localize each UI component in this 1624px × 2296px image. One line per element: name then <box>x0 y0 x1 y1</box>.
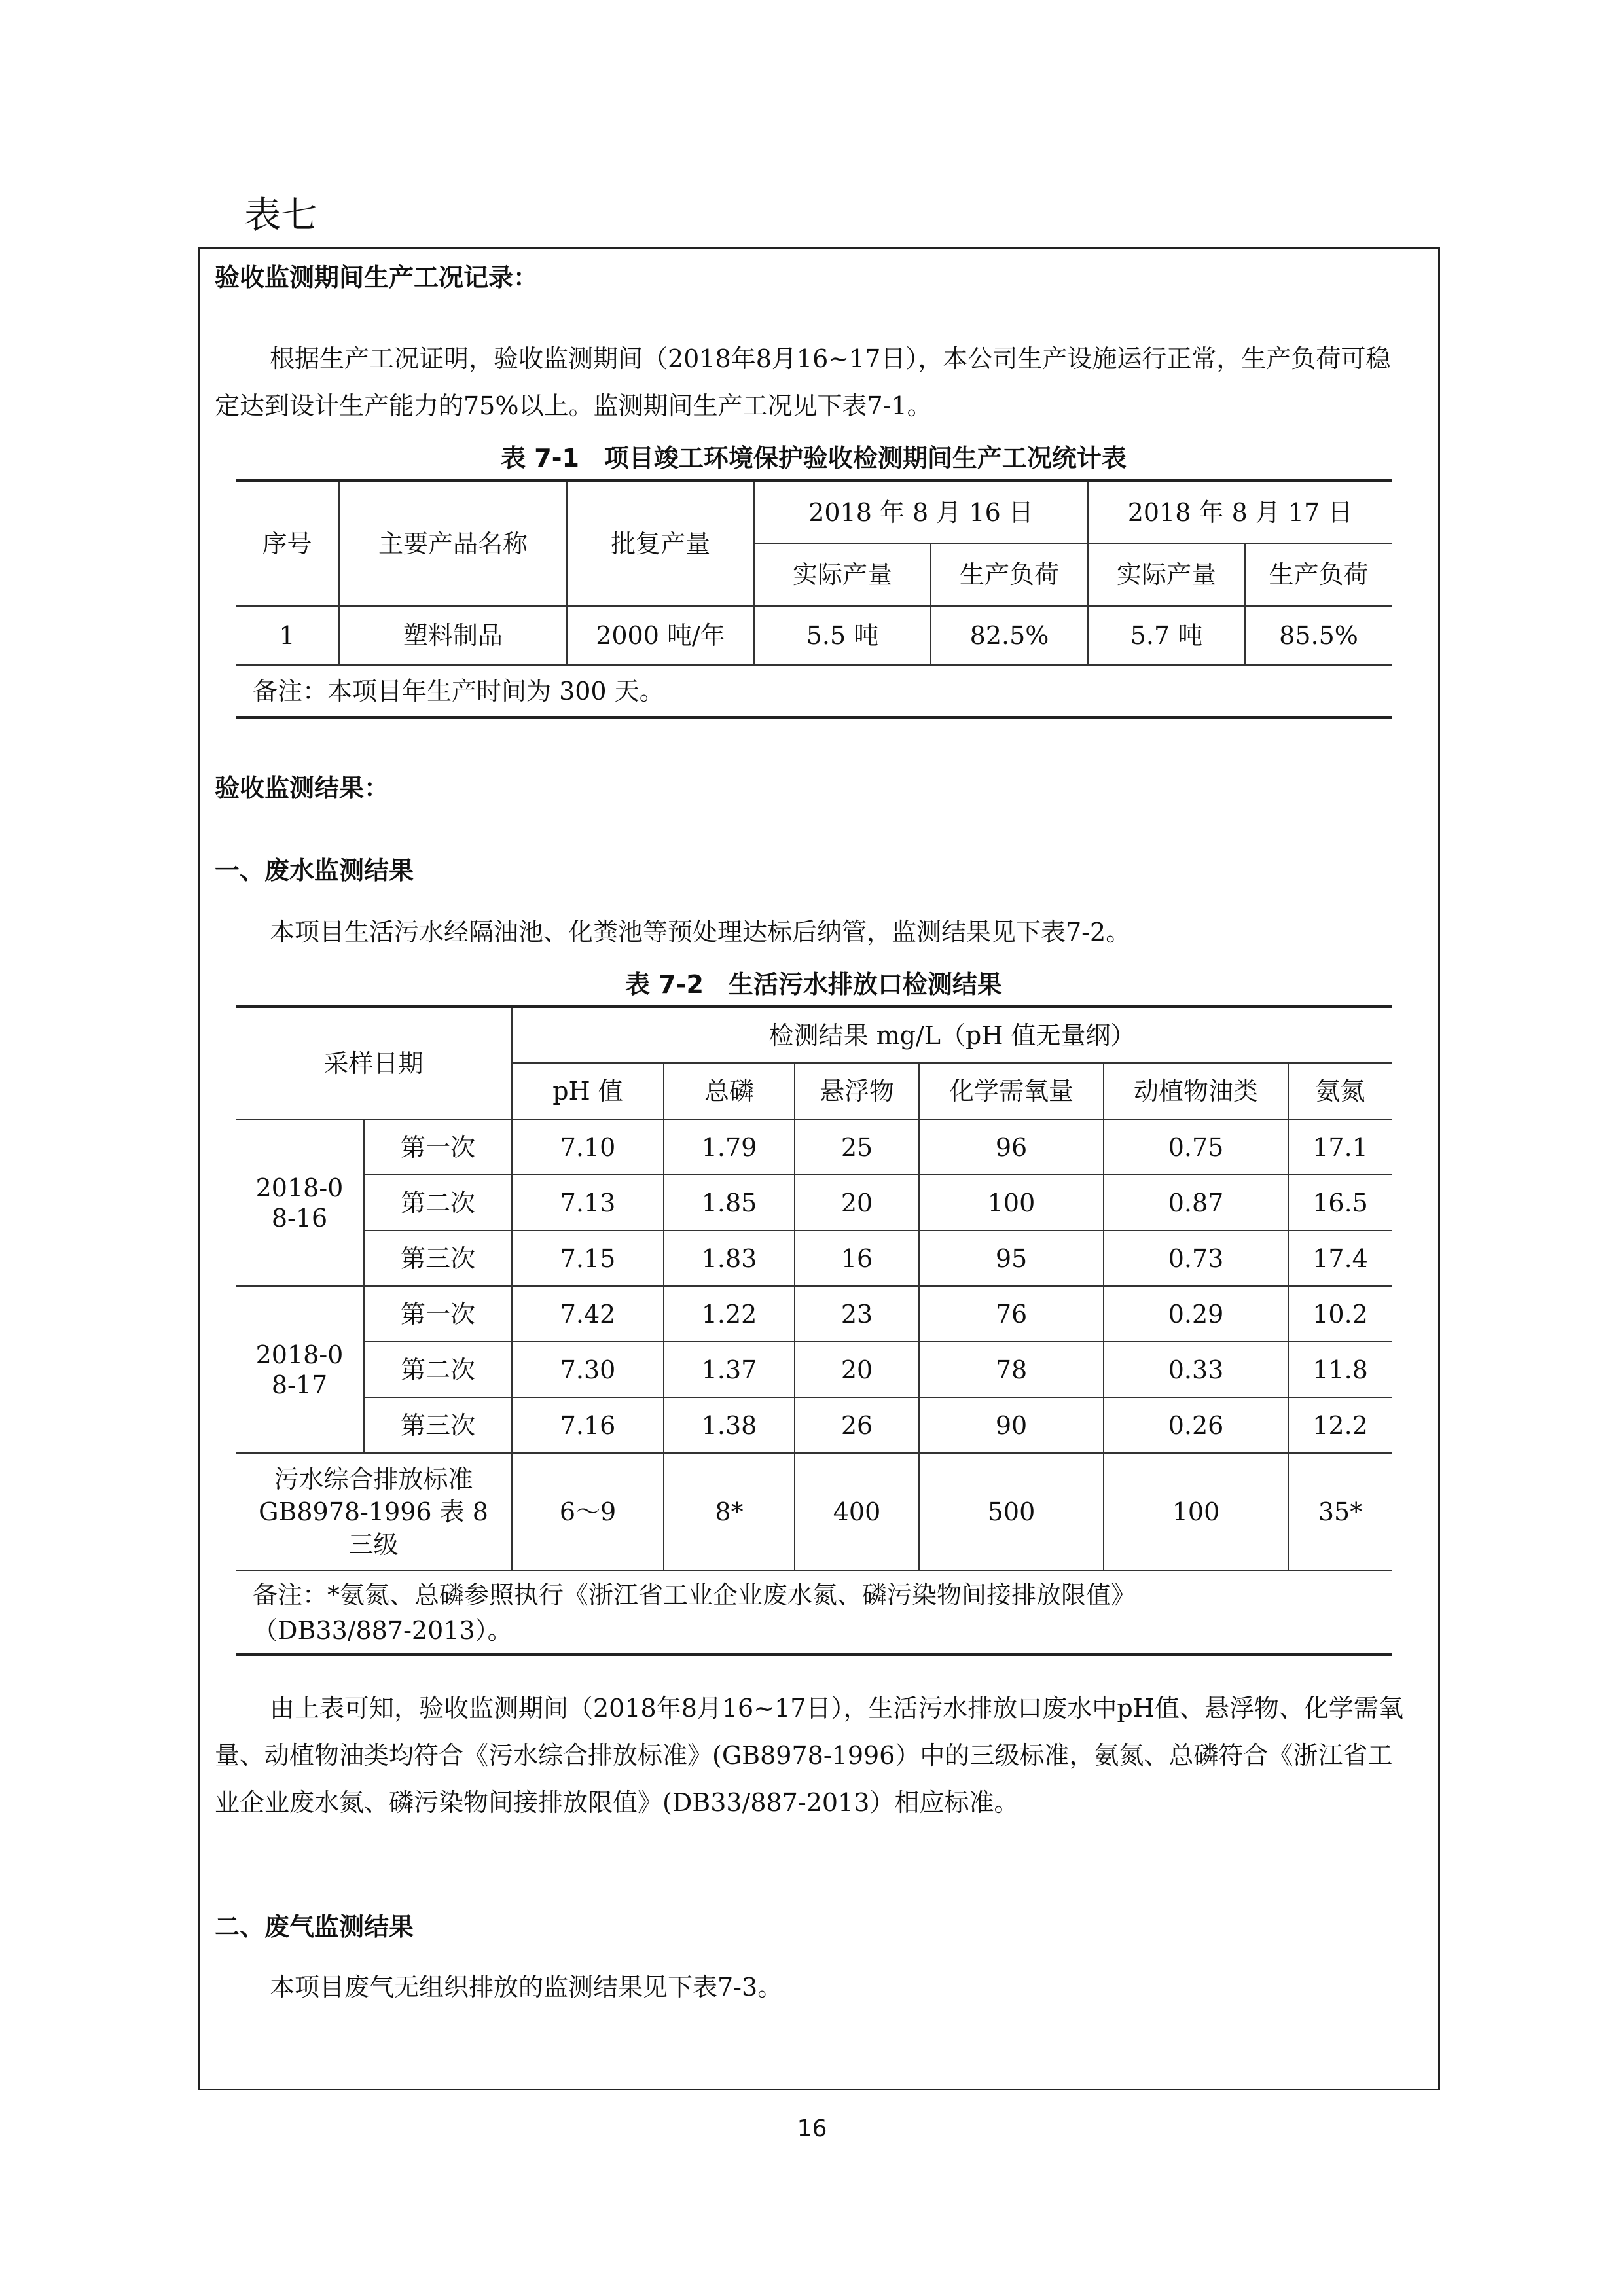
cell-tp: 1.22 <box>664 1286 795 1342</box>
cell-actual-2: 5.7 吨 <box>1088 606 1245 665</box>
table-row <box>236 1286 1392 1342</box>
col-cod: 化学需氧量 <box>919 1063 1104 1119</box>
standard-nh3: 35* <box>1288 1453 1392 1571</box>
table-row <box>236 1119 1392 1175</box>
cell-oil: 0.26 <box>1104 1397 1288 1453</box>
cell-load-1: 82.5% <box>931 606 1088 665</box>
cell-ss: 23 <box>795 1286 919 1342</box>
standard-label <box>236 1453 512 1571</box>
cell-ss: 25 <box>795 1119 919 1175</box>
cell-tp: 1.38 <box>664 1397 795 1453</box>
cell-cod: 78 <box>919 1342 1104 1397</box>
cell-load-2: 85.5% <box>1245 606 1392 665</box>
col-date-1: 2018 年 8 月 16 日 <box>754 480 1088 543</box>
results-heading: 验收监测结果： <box>215 774 389 802</box>
cell-ph: 7.42 <box>512 1286 664 1342</box>
cell-nh3: 17.1 <box>1288 1119 1392 1175</box>
cell-tp: 1.83 <box>664 1230 795 1286</box>
cell-sample: 第二次 <box>364 1342 512 1397</box>
table-7-1-caption: 表 7-1 项目竣工环境保护验收检测期间生产工况统计表 <box>501 444 1127 473</box>
table-row <box>236 606 1392 665</box>
cell-product: 塑料制品 <box>339 606 567 665</box>
table-row <box>236 1397 1392 1453</box>
cell-oil: 0.33 <box>1104 1342 1288 1397</box>
col-product: 主要产品名称 <box>339 480 567 606</box>
page-number: 16 <box>797 2115 827 2142</box>
col-oil: 动植物油类 <box>1104 1063 1288 1119</box>
col-approved: 批复产量 <box>567 480 754 606</box>
cell-cod: 100 <box>919 1175 1104 1230</box>
cell-sample: 第一次 <box>364 1119 512 1175</box>
wastewater-conclusion: 由上表可知，验收监测期间（2018年8月16~17日），生活污水排放口废水中pH值、悬浮物、化学需氧量、动植物油类均符合《污水综合排放标准》(GB8978-1996）中的三级标准，氨氮、总磷符合《浙江省工业企业废水氮、磷污染物间接排放限值》(DB33/887-2013）相应标准。 <box>215 1694 1403 1817</box>
cell-cod: 76 <box>919 1286 1104 1342</box>
col-load-1: 生产负荷 <box>931 543 1088 606</box>
col-sampling-date: 采样日期 <box>236 1007 512 1119</box>
sheet-title: 表七 <box>244 194 317 237</box>
production-heading: 验收监测期间生产工况记录： <box>215 263 539 292</box>
cell-ph: 7.15 <box>512 1230 664 1286</box>
col-date-2: 2018 年 8 月 17 日 <box>1088 480 1392 543</box>
cell-nh3: 12.2 <box>1288 1397 1392 1453</box>
wastewater-table <box>236 1005 1392 1656</box>
cell-oil: 0.75 <box>1104 1119 1288 1175</box>
cell-oil: 0.73 <box>1104 1230 1288 1286</box>
cell-sample: 第三次 <box>364 1397 512 1453</box>
standard-tp: 8* <box>664 1453 795 1571</box>
production-table <box>236 479 1392 719</box>
cell-tp: 1.85 <box>664 1175 795 1230</box>
cell-tp: 1.79 <box>664 1119 795 1175</box>
cell-ss: 20 <box>795 1342 919 1397</box>
cell-nh3: 11.8 <box>1288 1342 1392 1397</box>
cell-actual-1: 5.5 吨 <box>754 606 931 665</box>
table-row <box>236 1342 1392 1397</box>
cell-ph: 7.13 <box>512 1175 664 1230</box>
cell-sample: 第一次 <box>364 1286 512 1342</box>
col-seq: 序号 <box>236 480 339 606</box>
col-ph: pH 值 <box>512 1063 664 1119</box>
cell-cod: 95 <box>919 1230 1104 1286</box>
exhaust-heading: 二、废气监测结果 <box>215 1912 414 1941</box>
exhaust-intro: 本项目废气无组织排放的监测结果见下表7-3。 <box>270 1973 783 2001</box>
col-load-2: 生产负荷 <box>1245 543 1392 606</box>
col-ss: 悬浮物 <box>795 1063 919 1119</box>
cell-nh3: 10.2 <box>1288 1286 1392 1342</box>
col-actual-2: 实际产量 <box>1088 543 1245 606</box>
cell-oil: 0.29 <box>1104 1286 1288 1342</box>
standard-label-line-1: 污水综合排放标准 <box>274 1465 473 1494</box>
table-row <box>236 1230 1392 1286</box>
group-date-1: 2018-08-16 <box>236 1119 364 1286</box>
production-paragraph: 根据生产工况证明，验收监测期间（2018年8月16~17日），本公司生产设施运行正常，生产负荷可稳定达到设计生产能力的75%以上。监测期间生产工况见下表7-1。 <box>215 344 1391 420</box>
cell-approved: 2000 吨/年 <box>567 606 754 665</box>
standard-row <box>236 1453 1392 1571</box>
cell-nh3: 16.5 <box>1288 1175 1392 1230</box>
cell-nh3: 17.4 <box>1288 1230 1392 1286</box>
wastewater-intro: 本项目生活污水经隔油池、化粪池等预处理达标后纳管，监测结果见下表7-2。 <box>270 918 1131 946</box>
standard-label-line-3: 三级 <box>348 1530 399 1559</box>
wastewater-note-line-2: （DB33/887-2013）。 <box>253 1615 513 1645</box>
cell-ph: 7.10 <box>512 1119 664 1175</box>
cell-tp: 1.37 <box>664 1342 795 1397</box>
col-nh3: 氨氮 <box>1288 1063 1392 1119</box>
cell-cod: 90 <box>919 1397 1104 1453</box>
group-date-2: 2018-08-17 <box>236 1286 364 1453</box>
cell-sample: 第二次 <box>364 1175 512 1230</box>
cell-sample: 第三次 <box>364 1230 512 1286</box>
wastewater-note-line-1: 备注：*氨氮、总磷参照执行《浙江省工业企业废水氮、磷污染物间接排放限值》 <box>253 1580 1136 1609</box>
production-note: 备注：本项目年生产时间为 300 天。 <box>236 665 1392 717</box>
col-result-group: 检测结果 mg/L（pH 值无量纲） <box>512 1007 1392 1063</box>
wastewater-note <box>236 1571 1392 1655</box>
standard-label-line-2: GB8978-1996 表 8 <box>259 1498 488 1526</box>
col-actual-1: 实际产量 <box>754 543 931 606</box>
table-7-2-caption: 表 7-2 生活污水排放口检测结果 <box>625 970 1002 999</box>
cell-seq: 1 <box>236 606 339 665</box>
cell-ph: 7.30 <box>512 1342 664 1397</box>
cell-oil: 0.87 <box>1104 1175 1288 1230</box>
cell-ss: 20 <box>795 1175 919 1230</box>
cell-ss: 26 <box>795 1397 919 1453</box>
col-tp: 总磷 <box>664 1063 795 1119</box>
cell-cod: 96 <box>919 1119 1104 1175</box>
table-row <box>236 1175 1392 1230</box>
standard-ss: 400 <box>795 1453 919 1571</box>
cell-ss: 16 <box>795 1230 919 1286</box>
standard-oil: 100 <box>1104 1453 1288 1571</box>
cell-ph: 7.16 <box>512 1397 664 1453</box>
standard-cod: 500 <box>919 1453 1104 1571</box>
wastewater-heading: 一、废水监测结果 <box>215 856 414 885</box>
standard-ph: 6～9 <box>512 1453 664 1571</box>
